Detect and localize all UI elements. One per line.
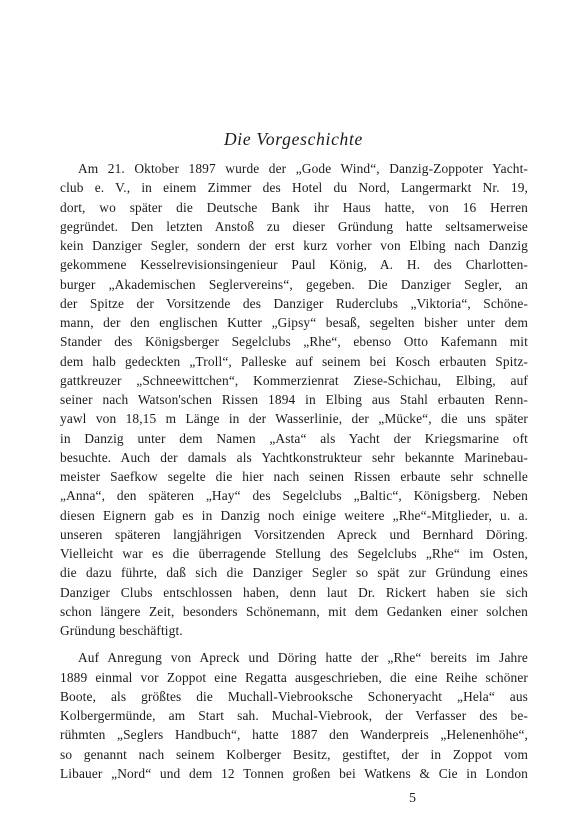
- text-line: unseren späteren langjährigen Vorsitzenden Apreck und Bernhard Döring.: [60, 526, 528, 542]
- text-line: Stander des Königsberger Segelclubs „Rhe“, ebenso Otto Kafemann mit: [60, 334, 528, 350]
- text-line: die dazu führte, daß sich die Danziger Segler so spät zur Gründung eines: [60, 565, 528, 581]
- text-line: dort, wo später die Deutsche Bank ihr Haus hatte, von 16 Herren: [60, 199, 528, 215]
- paragraph: [60, 159, 528, 640]
- text-line: Kolbergermünde, am Start sah. Muchal-Viebrook, der Verfasser des be-: [60, 708, 528, 723]
- text-line: 1889 einmal vor Zoppot eine Regatta ausgeschrieben, die eine Reihe schöner: [60, 669, 528, 685]
- text-line: der Spitze der Vorsitzende des Danziger Ruderclubs „Viktoria“, Schöne-: [60, 295, 528, 311]
- text-line: „Anna“, den späteren „Hay“ des Segelclubs „Baltic“, Königsberg. Neben: [60, 488, 528, 504]
- text-line: besuchte. Auch der damals als Yachtkonstrukteur sehr bekannte Marinebau-: [60, 449, 528, 465]
- text-line: schon längere Zeit, besonders Schönemann, mit dem Gedanken einer solchen: [60, 603, 528, 619]
- paragraph-spacer: [60, 640, 528, 648]
- text-line: Libauer „Nord“ und dem 12 Tonnen großen bei Watkens & Cie in London: [60, 765, 528, 781]
- text-line: Boote, als größtes die Muchall-Viebrooksche Schoneryacht „Hela“ aus: [60, 688, 528, 704]
- text-line: gekommene Kesselrevisionsingenieur Paul König, A. H. des Charlotten-: [60, 257, 528, 273]
- text-line: Auf Anregung von Apreck und Döring hatte der „Rhe“ bereits im Jahre: [78, 650, 528, 666]
- text-line: club e. V., in einem Zimmer des Hotel du Nord, Langermarkt Nr. 19,: [60, 180, 528, 196]
- text-line: meister Saefkow segelte die hier nach seinen Rissen erbaute sehr schnelle: [60, 469, 528, 484]
- page-number: 5: [409, 791, 416, 806]
- text-line: gattkreuzer „Schneewittchen“, Kommerzienrat Ziese-Schichau, Elbing, auf: [60, 372, 528, 388]
- text-line: Vielleicht war es die überragende Stellung des Segelclubs „Rhe“ im Osten,: [60, 546, 528, 561]
- text-line: in Danzig unter dem Namen „Asta“ als Yacht der Kriegsmarine oft: [60, 430, 528, 446]
- text-line: burger „Akademischen Seglervereins“, gegeben. Die Danziger Segler, an: [60, 276, 528, 292]
- text-line: gegründet. Den letzten Anstoß zu dieser Gründung hatte seltsamerweise: [60, 218, 528, 234]
- text-line: diesen Eignern gab es in Danzig noch einige weitere „Rhe“-Mitglieder, u. a.: [60, 507, 528, 523]
- text-line: dem halb gedeckten „Troll“, Palleske auf seinem bei Kosch erbauten Spitz-: [60, 353, 528, 369]
- chapter-title: Die Vorgeschichte: [223, 129, 364, 149]
- text-line: Am 21. Oktober 1897 wurde der „Gode Wind“, Danzig-Zoppoter Yacht-: [78, 161, 528, 176]
- paragraph: [60, 648, 528, 783]
- text-line: kein Danziger Segler, sondern der erst kurz vorher von Elbing nach Danzig: [60, 238, 528, 253]
- body-text: [60, 159, 528, 783]
- text-line: Gründung beschäftigt.: [60, 623, 183, 638]
- text-line: seiner nach Watson'schen Rissen 1894 in Elbing aus Stahl erbauten Renn-: [60, 392, 528, 407]
- text-line: so genannt nach seinem Kolberger Besitz, gestiftet, der in Zoppot vom: [60, 746, 528, 762]
- text-line: mann, der den englischen Kutter „Gipsy“ besaß, segelten bisher unter dem: [60, 315, 528, 330]
- text-line: yawl von 18,15 m Länge in der Wasserlinie, der „Mücke“, die uns später: [60, 411, 528, 427]
- text-line: rühmten „Seglers Handbuch“, hatte 1887 den Wanderpreis „Helenenhöhe“,: [60, 727, 528, 743]
- text-line: Danziger Clubs entschlossen haben, denn laut Dr. Rickert haben sie sich: [60, 584, 528, 600]
